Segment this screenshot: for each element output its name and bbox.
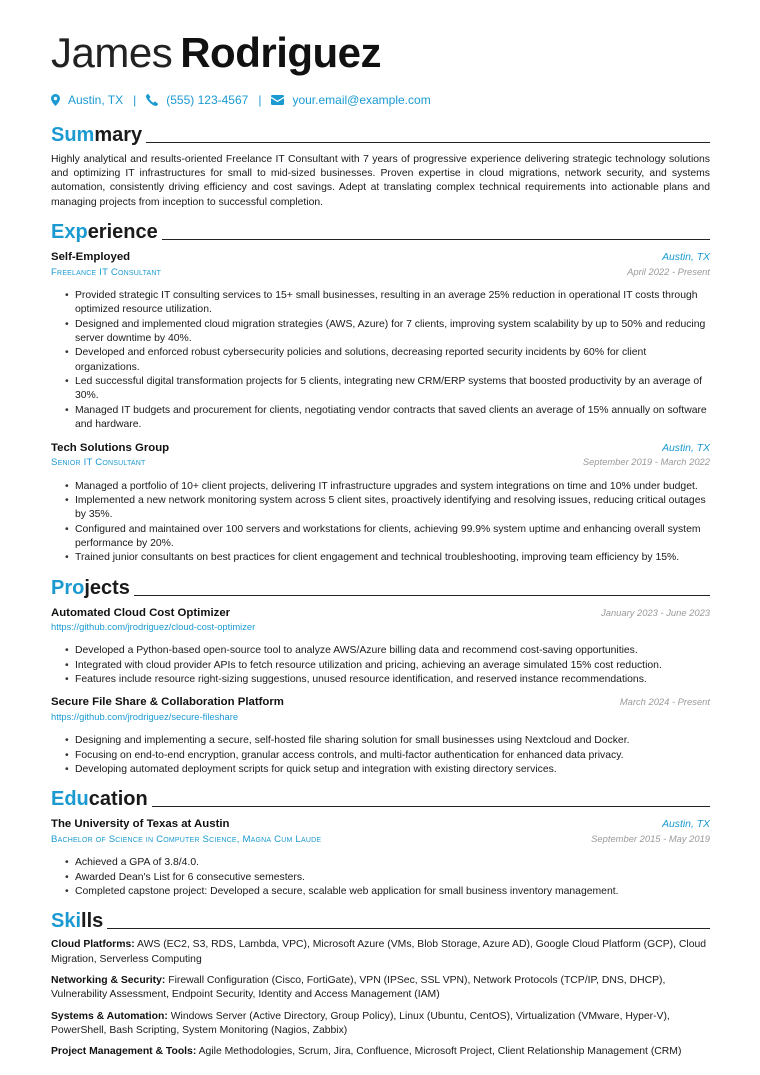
skill-text: Firewall Configuration (Cisco, FortiGate), VPN (IPSec, SSL VPN), Network Protocols (TCP/IP, DNS, DHCP), Vulnerability Assessment, Endpoint Security, Identity and Access Management (IAM) [51,975,666,1001]
phone-icon [146,94,158,106]
email-text: your.email@example.com [292,93,431,107]
bullet-item: • Managed IT budgets and procurement for clients, negotiating vendor contracts that saved clients an average of 15% annually on software and hardware. [65,404,710,433]
section-title: Experience [51,220,158,243]
project-entry [51,695,710,777]
section-title: Projects [51,576,130,599]
projects-heading [51,578,710,598]
projects-list [51,606,710,778]
skill-label: Networking & Security: [51,975,166,986]
degree-name: Bachelor of Science in Computer Science, Magna Cum Laude [51,833,322,845]
candidate-name [51,29,710,76]
bullet-item: • Designing and implementing a secure, self-hosted file sharing solution for small businesses using Nextcloud and Docker. [65,734,710,748]
location-text: Austin, TX [68,93,124,107]
skill-text: Agile Methodologies, Scrum, Jira, Confluence, Microsoft Project, Client Relationship Management (CRM) [198,1046,682,1058]
job-role: Freelance IT Consultant [51,266,162,278]
contact-phone[interactable] [146,92,248,109]
entry-header-row [51,606,710,622]
skill-label: Systems & Automation: [51,1010,168,1022]
entry-header-row [51,817,710,833]
section-rule [146,142,710,143]
bullet-item: • Led successful digital transformation projects for 5 clients, integrating new CRM/ERP systems that boosted productivity by an average of 30%. [65,375,710,404]
map-pin-icon [51,94,60,106]
last-name: Rodriguez [180,29,382,76]
contact-email[interactable] [271,92,430,109]
experience-entry [51,441,710,566]
experience-list [51,250,710,566]
project-title: Automated Cloud Cost Optimizer [51,606,231,619]
entry-dates: January 2023 - June 2023 [601,606,710,618]
envelope-icon [271,95,284,105]
section-rule [134,595,710,596]
entry-dates: April 2022 - Present [627,265,710,277]
bullet-list [51,734,710,777]
education-heading [51,789,710,809]
project-entry [51,606,710,688]
company-name: Self-Employed [51,250,131,263]
bullet-item: • Provided strategic IT consulting services to 15+ small businesses, resulting in an average 25% reduction in operational IT costs through optimized resource utilization. [65,289,710,318]
contact-location [51,92,123,109]
bullet-list [51,856,710,899]
school-name: The University of Texas at Austin [51,818,230,831]
entry-dates: March 2024 - Present [619,696,710,708]
bullet-item: • Awarded Dean's List for 6 consecutive semesters. [65,871,710,885]
entry-header-row [51,441,710,457]
summary-text: Highly analytical and results-oriented Freelance IT Consultant with 7 years of progressive experience delivering strategic technology solutions and optimizing IT infrastructures for small to mid-sized businesses. Proven expertise in cloud migrations, network security, and systems automation, consistently driving efficiency and cost savings. Adept at translating complex technical requirements into actionable plans and managing projects from inception to successful completion. [51,153,710,208]
bullet-item: • Developing automated deployment scripts for quick setup and integration with existing directory services. [65,763,710,777]
entry-location: Austin, TX [662,251,710,263]
entry-header-row [51,250,710,266]
entry-sub-row [51,833,710,846]
contact-separator: | [258,93,262,107]
entry-dates: September 2015 - May 2019 [591,832,710,844]
job-role: Senior IT Consultant [51,457,146,469]
entry-sub-row [51,456,710,469]
section-title: Education [51,788,148,811]
phone-text: (555) 123-4567 [166,93,249,107]
contact-separator: | [133,93,137,107]
bullet-list [51,644,710,687]
experience-entry [51,250,710,433]
entry-dates: September 2019 - March 2022 [582,456,710,468]
skills-heading [51,911,710,931]
project-link[interactable]: https://github.com/jrodriguez/cloud-cost-optimizer [51,621,256,633]
skill-row [51,974,710,1003]
bullet-item: • Configured and maintained over 100 servers and workstations for clients, achieving 99.9% system uptime and enhancing overall system performance by 20%. [65,523,710,552]
project-link[interactable]: https://github.com/jrodriguez/secure-fileshare [51,711,239,723]
section-rule [162,239,710,240]
skill-row [51,1045,710,1059]
entry-location: Austin, TX [662,442,710,454]
contact-bar [51,92,710,109]
bullet-item: • Completed capstone project: Developed a secure, scalable web application for small business inventory management. [65,885,710,899]
skill-text: Windows Server (Active Directory, Group Policy), Linux (Ubuntu, CentOS), Virtualization (VMware, Hyper-V), PowerShell, Bash Scripting, System Monitoring (Nagios, Zabbix) [51,1010,670,1037]
bullet-item: • Focusing on end-to-end encryption, granular access controls, and multi-factor authentication for enhanced data privacy. [65,749,710,763]
bullet-item: • Achieved a GPA of 3.8/4.0. [65,856,710,870]
bullet-item: • Integrated with cloud provider APIs to fetch resource utilization and pricing, achieving an average simulated 15% cost reduction. [65,659,710,673]
section-title: Summary [51,123,143,146]
company-name: Tech Solutions Group [51,441,170,454]
entry-sub-row [51,266,710,279]
summary-heading [51,125,710,145]
skill-label: Cloud Platforms: [51,939,135,951]
section-title: Skills [51,910,104,933]
entry-sub-row [51,621,710,634]
bullet-item: • Features include resource right-sizing suggestions, unused resource identification, and reserved instance recommendations. [65,673,710,687]
skill-row [51,938,710,967]
education-list [51,817,710,899]
skill-row [51,1010,710,1039]
skills-list [51,938,710,1060]
section-rule [152,806,710,807]
education-entry [51,817,710,899]
bullet-list [51,289,710,433]
bullet-item: • Developed a Python-based open-source tool to analyze AWS/Azure billing data and recommend cost-saving opportunities. [65,644,710,658]
skill-label: Project Management & Tools: [51,1046,197,1058]
section-rule [107,928,710,929]
entry-header-row [51,695,710,711]
entry-sub-row [51,711,710,724]
first-name: James [51,29,173,76]
bullet-item: • Designed and implemented cloud migration strategies (AWS, Azure) for 7 clients, improving system scalability by up to 50% and reducing server downtime by 40%. [65,318,710,347]
bullet-list [51,480,710,566]
bullet-item: • Managed a portfolio of 10+ client projects, delivering IT infrastructure upgrades and system integrations on time and 10% under budget. [65,480,710,494]
bullet-item: • Developed and enforced robust cybersecurity policies and solutions, decreasing reported security incidents by 60% for client organizations. [65,346,710,375]
project-title: Secure File Share & Collaboration Platform [51,696,284,709]
skill-text: AWS (EC2, S3, RDS, Lambda, VPC), Microsoft Azure (VMs, Blob Storage, Azure AD), Google Cloud Platform (GCP), Cloud Migration, Serverless Computing [51,939,707,965]
experience-heading [51,222,710,242]
bullet-item: • Trained junior consultants on best practices for client engagement and technical troubleshooting, improving team efficiency by 15%. [65,551,710,565]
bullet-item: • Implemented a new network monitoring system across 5 client sites, proactively identifying and resolving issues, reducing critical outages by 35%. [65,494,710,523]
entry-location: Austin, TX [662,819,710,831]
